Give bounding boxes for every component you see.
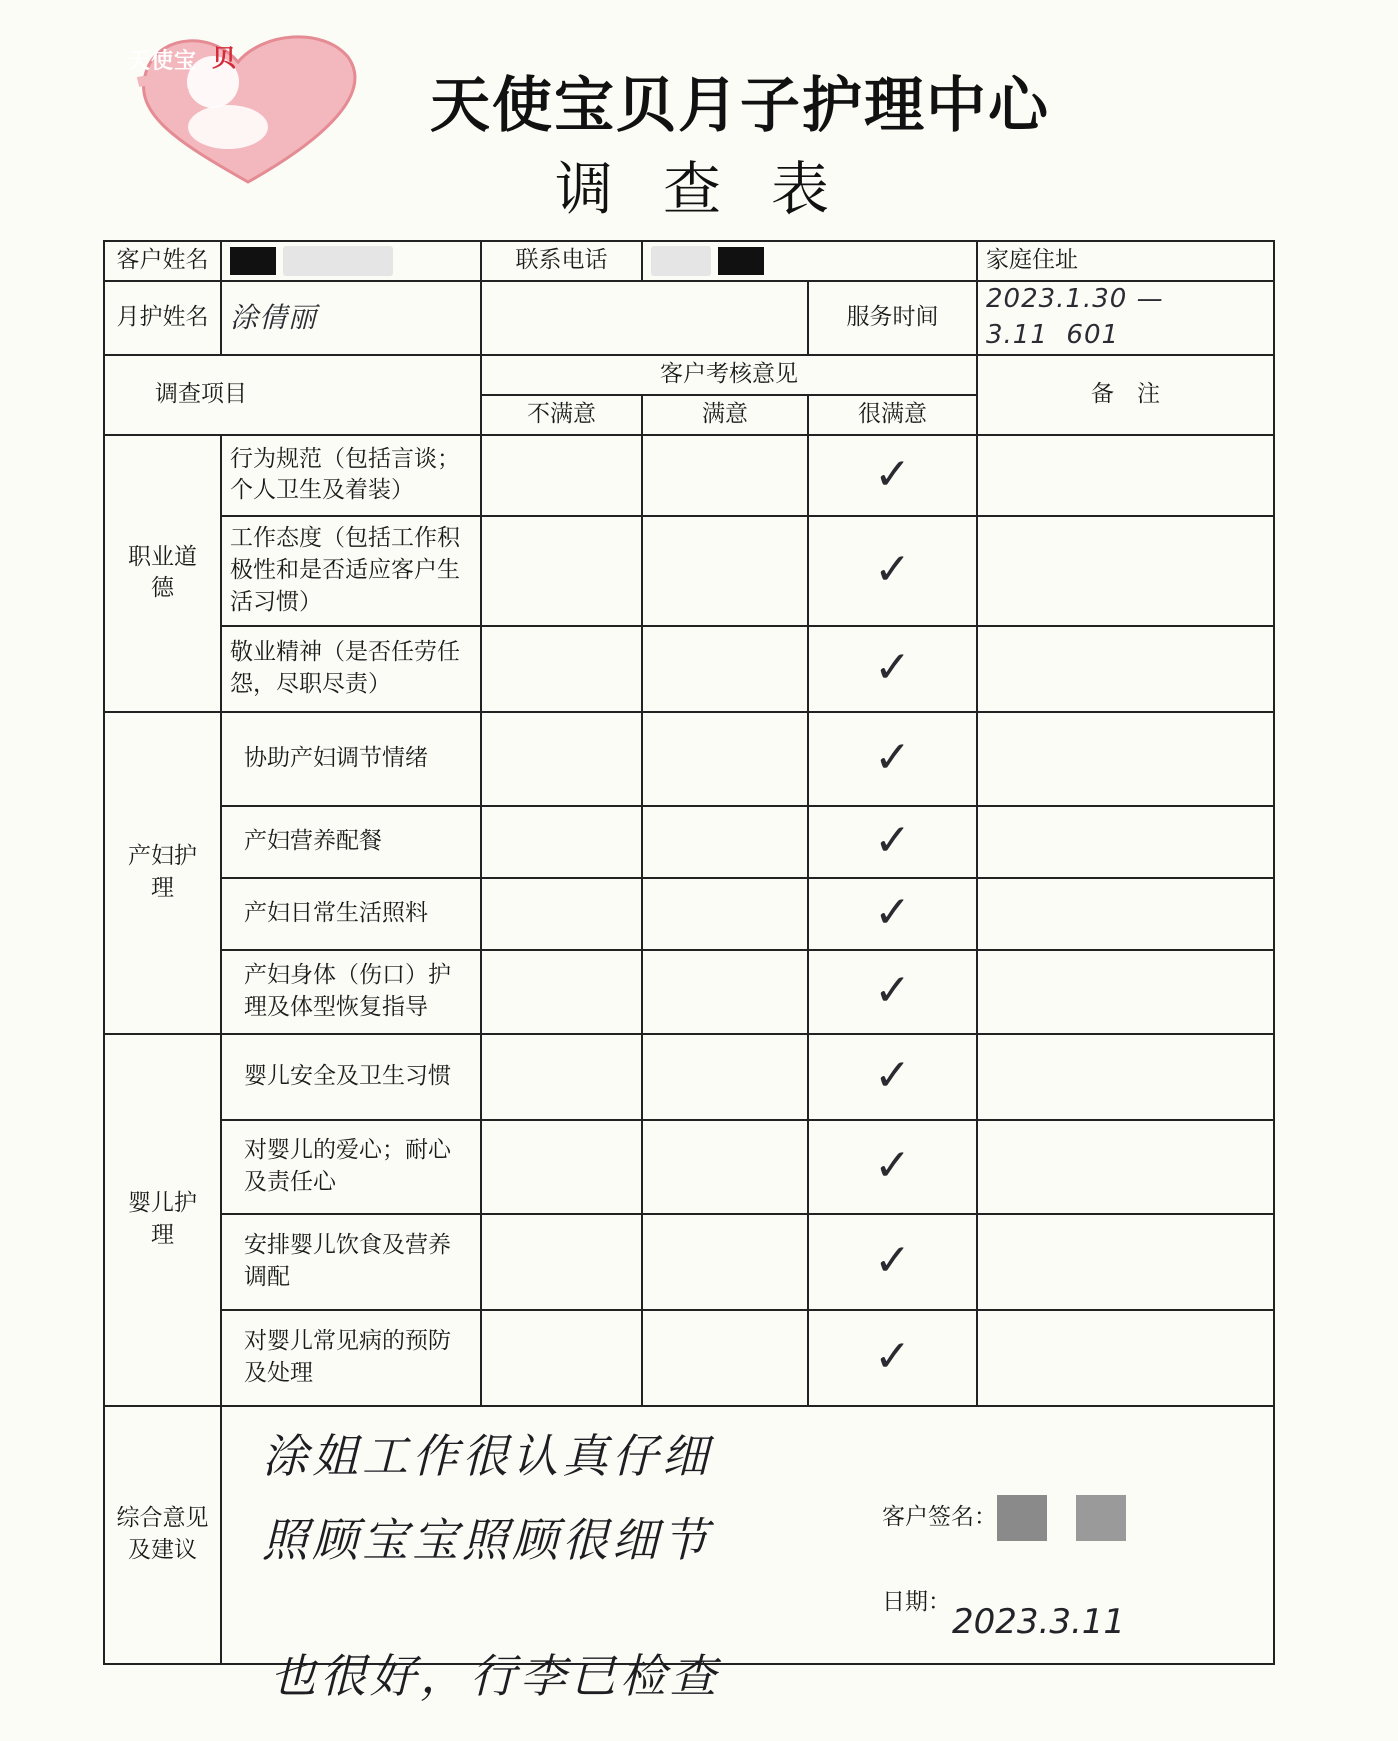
remarks-cell <box>977 1214 1274 1310</box>
survey-row <box>104 1214 1274 1310</box>
very-satisfied-cell <box>808 435 977 516</box>
redacted-block <box>230 247 276 275</box>
remarks-cell <box>977 712 1274 806</box>
satisfied-cell <box>642 626 808 712</box>
summary-cell <box>221 1406 1274 1664</box>
check-mark-icon: ✓ <box>874 1140 911 1192</box>
check-mark-icon: ✓ <box>874 732 911 784</box>
date-value: 2023.3.11 <box>952 1601 1126 1642</box>
survey-row <box>104 1034 1274 1120</box>
dissatisfied-cell <box>481 1310 642 1406</box>
very-satisfied-cell <box>808 1310 977 1406</box>
comment-line: 照顾宝宝照顾很细节 <box>262 1512 712 1567</box>
survey-row <box>104 1120 1274 1214</box>
satisfied-cell <box>642 878 808 950</box>
item-label: 协助产妇调节情绪 <box>221 712 481 806</box>
logo-text: 天使宝 <box>128 49 198 74</box>
satisfied-cell <box>642 950 808 1034</box>
very-satisfied-cell <box>808 1214 977 1310</box>
customer-name-label: 客户姓名 <box>104 241 221 281</box>
summary-label: 综合意见及建议 <box>104 1406 221 1664</box>
nanny-name-value: 涂倩丽 <box>221 281 481 355</box>
satisfied-cell <box>642 1310 808 1406</box>
very-satisfied-header: 很满意 <box>808 395 977 435</box>
very-satisfied-cell <box>808 950 977 1034</box>
satisfied-cell <box>642 806 808 878</box>
remarks-cell <box>977 626 1274 712</box>
service-time-label: 服务时间 <box>808 281 977 355</box>
check-mark-icon: ✓ <box>874 1235 911 1287</box>
item-label: 敬业精神（是否任劳任怨，尽职尽责） <box>221 626 481 712</box>
dissatisfied-cell <box>481 1034 642 1120</box>
survey-row <box>104 435 1274 516</box>
satisfied-cell <box>642 435 808 516</box>
group-label-mother-care: 产妇护理 <box>104 712 221 1034</box>
remarks-cell <box>977 435 1274 516</box>
item-label: 对婴儿的爱心；耐心及责任心 <box>221 1120 481 1214</box>
satisfied-cell <box>642 516 808 626</box>
remarks-cell <box>977 1310 1274 1406</box>
dissatisfied-cell <box>481 950 642 1034</box>
item-label: 产妇营养配餐 <box>221 806 481 878</box>
very-satisfied-cell <box>808 626 977 712</box>
item-label: 对婴儿常见病的预防及处理 <box>221 1310 481 1406</box>
phone-value <box>642 241 977 281</box>
group-label-baby-care: 婴儿护理 <box>104 1034 221 1406</box>
survey-row <box>104 712 1274 806</box>
remarks-cell <box>977 950 1274 1034</box>
dissatisfied-cell <box>481 626 642 712</box>
item-label: 婴儿安全及卫生习惯 <box>221 1034 481 1120</box>
redacted-block <box>718 247 764 275</box>
check-mark-icon: ✓ <box>874 815 911 867</box>
very-satisfied-cell <box>808 516 977 626</box>
satisfied-cell <box>642 1034 808 1120</box>
blurred-signature <box>997 1495 1047 1541</box>
very-satisfied-cell <box>808 712 977 806</box>
very-satisfied-cell <box>808 1034 977 1120</box>
check-mark-icon: ✓ <box>874 1331 911 1383</box>
blurred-signature <box>1076 1495 1126 1541</box>
dissatisfied-cell <box>481 1214 642 1310</box>
address-label-cell <box>977 241 1274 281</box>
logo-text-tail: 贝 <box>212 44 236 72</box>
form-subtitle: 调查表 <box>555 155 880 223</box>
survey-row <box>104 950 1274 1034</box>
check-mark-icon: ✓ <box>874 965 911 1017</box>
dissatisfied-cell <box>481 516 642 626</box>
survey-row <box>104 626 1274 712</box>
opinion-header: 客户考核意见 <box>481 355 977 395</box>
dissatisfied-cell <box>481 435 642 516</box>
check-mark-icon: ✓ <box>874 887 911 939</box>
comment-line: 也很好，行李已检查 <box>270 1649 720 1703</box>
very-satisfied-cell <box>808 1120 977 1214</box>
survey-table <box>103 240 1275 1665</box>
customer-name-value <box>221 241 481 281</box>
group-label-ethics: 职业道德 <box>104 435 221 712</box>
item-label: 行为规范（包括言谈；个人卫生及着装） <box>221 435 481 516</box>
blurred-block <box>283 246 393 276</box>
item-label: 产妇日常生活照料 <box>221 878 481 950</box>
summary-row <box>104 1406 1274 1664</box>
header-row-1 <box>104 355 1274 395</box>
item-label: 安排婴儿饮食及营养调配 <box>221 1214 481 1310</box>
dissatisfied-header: 不满意 <box>481 395 642 435</box>
survey-row <box>104 806 1274 878</box>
comment-line: 涂姐工作很认真仔细 <box>262 1428 712 1483</box>
info-row-2 <box>104 281 1274 355</box>
address-extra: 601 <box>1066 319 1120 350</box>
survey-row <box>104 1310 1274 1406</box>
info-row-1 <box>104 241 1274 281</box>
signature-label <box>882 1495 1126 1541</box>
nanny-name-label: 月护姓名 <box>104 281 221 355</box>
date-label: 日期： <box>882 1588 951 1615</box>
phone-label: 联系电话 <box>481 241 642 281</box>
center-title: 天使宝贝月子护理中心 <box>430 71 1050 141</box>
survey-row <box>104 516 1274 626</box>
blurred-block <box>651 246 711 276</box>
empty-cell <box>481 281 808 355</box>
remarks-cell <box>977 516 1274 626</box>
satisfied-cell <box>642 712 808 806</box>
remarks-cell <box>977 1034 1274 1120</box>
service-time-cell <box>977 281 1274 355</box>
satisfied-cell <box>642 1214 808 1310</box>
survey-row <box>104 878 1274 950</box>
dissatisfied-cell <box>481 712 642 806</box>
check-mark-icon: ✓ <box>874 448 911 500</box>
signature-label-text: 客户签名： <box>882 1503 997 1530</box>
item-label: 产妇身体（伤口）护理及体型恢复指导 <box>221 950 481 1034</box>
remarks-header: 备 注 <box>977 355 1274 435</box>
check-mark-icon: ✓ <box>874 1050 911 1102</box>
remarks-cell <box>977 1120 1274 1214</box>
very-satisfied-cell <box>808 878 977 950</box>
check-mark-icon: ✓ <box>874 544 911 596</box>
satisfied-header: 满意 <box>642 395 808 435</box>
dissatisfied-cell <box>481 806 642 878</box>
dissatisfied-cell <box>481 878 642 950</box>
service-time-value: 2023.1.30 — 3.11 <box>986 284 1164 350</box>
address-label: 家庭住址 <box>986 247 1078 274</box>
remarks-cell <box>977 878 1274 950</box>
remarks-cell <box>977 806 1274 878</box>
very-satisfied-cell <box>808 806 977 878</box>
dissatisfied-cell <box>481 1120 642 1214</box>
survey-item-header: 调查项目 <box>104 355 481 435</box>
satisfied-cell <box>642 1120 808 1214</box>
item-label: 工作态度（包括工作积极性和是否适应客户生活习惯） <box>221 516 481 626</box>
check-mark-icon: ✓ <box>874 642 911 694</box>
